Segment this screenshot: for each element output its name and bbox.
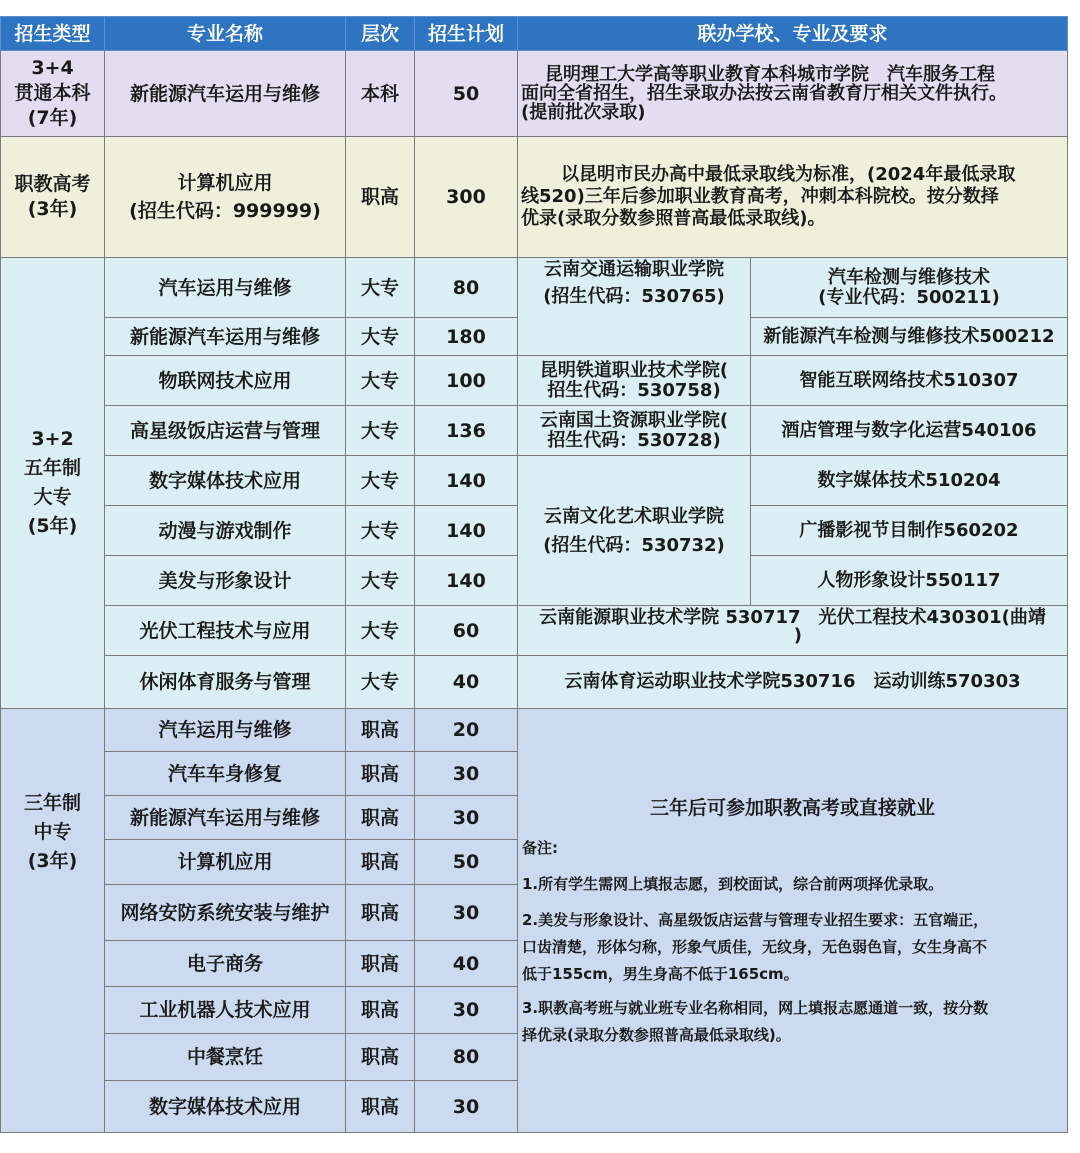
major-cell: 光伏工程技术与应用 xyxy=(105,606,346,656)
school-line: 招生代码：530758) xyxy=(547,379,721,401)
employment-headline: 三年后可参加职教高考或直接就业 xyxy=(650,797,936,819)
type-line: 3+4 xyxy=(31,57,74,79)
requirement-line: 面向全省招生，招生录取办法按云南省教育厅相关文件执行。 xyxy=(521,83,1007,104)
type-line: (3年) xyxy=(27,198,78,220)
major-cell: 动漫与游戏制作 xyxy=(105,506,346,556)
type-line: (5年) xyxy=(27,515,78,537)
requirement-line: 优录(录取分数参照普高最低录取线)。 xyxy=(521,208,826,229)
type-cell-vocational-exam xyxy=(1,137,105,258)
level-cell: 大专 xyxy=(346,656,415,709)
major-cell: 新能源汽车运用与维修 xyxy=(105,51,346,137)
type-line: 大专 xyxy=(33,486,72,508)
school-line: 云南能源职业技术学院 530717 光伏工程技术430301(曲靖 xyxy=(539,607,1046,628)
school-line: ) xyxy=(793,625,803,646)
level-cell: 大专 xyxy=(346,356,415,406)
type-line: (3年) xyxy=(27,850,78,872)
major-line: (招生代码：999999) xyxy=(129,200,321,222)
partner-spec-cell: 广播影视节目制作560202 xyxy=(751,506,1068,556)
header-type: 招生类型 xyxy=(1,17,105,51)
level-cell: 大专 xyxy=(346,506,415,556)
partner-school-cell xyxy=(518,406,751,456)
major-cell xyxy=(105,137,346,258)
partner-spec-cell: 酒店管理与数字化运营540106 xyxy=(751,406,1068,456)
major-cell: 工业机器人技术应用 xyxy=(105,987,346,1034)
table-row xyxy=(1,137,1068,258)
plan-cell: 100 xyxy=(415,356,518,406)
note-line: 2.美发与形象设计、高星级饭店运营与管理专业招生要求：五官端正， xyxy=(522,911,989,929)
level-cell: 职高 xyxy=(346,709,415,752)
major-cell: 高星级饭店运营与管理 xyxy=(105,406,346,456)
table-row xyxy=(1,606,1068,656)
partner-spec-cell: 智能互联网络技术510307 xyxy=(751,356,1068,406)
table-row xyxy=(1,709,1068,752)
major-cell: 数字媒体技术应用 xyxy=(105,456,346,506)
type-cell-3plus4 xyxy=(1,51,105,137)
partner-school-cell xyxy=(518,456,751,606)
note-line: 3.职教高考班与就业班专业名称相同，网上填报志愿通道一致，按分数 xyxy=(522,999,989,1017)
school-line: (招生代码：530765) xyxy=(543,286,725,307)
level-cell: 职高 xyxy=(346,885,415,941)
requirement-line: 线520)三年后参加职业教育高考，冲刺本科院校。按分数择 xyxy=(521,186,999,207)
table-row xyxy=(1,656,1068,709)
requirement-line: (提前批次录取) xyxy=(521,102,646,123)
header-partner: 联办学校、专业及要求 xyxy=(518,17,1068,51)
type-line: 五年制 xyxy=(23,457,81,479)
level-cell: 职高 xyxy=(346,752,415,796)
major-cell: 电子商务 xyxy=(105,941,346,987)
plan-cell: 40 xyxy=(415,941,518,987)
note-line: 口齿清楚，形体匀称，形象气质佳，无纹身，无色弱色盲，女生身高不 xyxy=(522,938,988,956)
table-row xyxy=(1,356,1068,406)
type-line: 职教高考 xyxy=(14,173,91,195)
major-cell: 新能源汽车运用与维修 xyxy=(105,796,346,840)
header-plan: 招生计划 xyxy=(415,17,518,51)
level-cell: 职高 xyxy=(346,1081,415,1133)
level-cell: 职高 xyxy=(346,987,415,1034)
requirement-cell xyxy=(518,137,1068,258)
school-line: 招生代码：530728) xyxy=(547,429,721,451)
plan-cell: 20 xyxy=(415,709,518,752)
partner-spec-cell: 新能源汽车检测与维修技术500212 xyxy=(751,318,1068,356)
major-cell: 汽车运用与维修 xyxy=(105,258,346,318)
level-cell: 本科 xyxy=(346,51,415,137)
spec-line: (专业代码：500211) xyxy=(818,286,1000,308)
plan-cell: 30 xyxy=(415,796,518,840)
plan-cell: 30 xyxy=(415,987,518,1034)
table-row xyxy=(1,51,1068,137)
plan-cell: 30 xyxy=(415,885,518,941)
plan-cell: 80 xyxy=(415,1034,518,1081)
level-cell: 职高 xyxy=(346,137,415,258)
level-cell: 职高 xyxy=(346,941,415,987)
plan-cell: 136 xyxy=(415,406,518,456)
major-cell: 汽车运用与维修 xyxy=(105,709,346,752)
type-line: 中专 xyxy=(33,821,72,843)
level-cell: 大专 xyxy=(346,556,415,606)
major-cell: 物联网技术应用 xyxy=(105,356,346,406)
school-line: 云南国土资源职业学院( xyxy=(539,409,729,431)
header-major: 专业名称 xyxy=(105,17,346,51)
notes-cell xyxy=(518,709,1068,1133)
level-cell: 大专 xyxy=(346,606,415,656)
school-line: 云南文化艺术职业学院 xyxy=(544,505,724,527)
partner-school-cell xyxy=(518,356,751,406)
major-cell: 网络安防系统安装与维护 xyxy=(105,885,346,941)
plan-cell: 300 xyxy=(415,137,518,258)
major-cell: 计算机应用 xyxy=(105,840,346,885)
requirement-line: 以昆明市民办高中最低录取线为标准，(2024年最低录取 xyxy=(561,164,1016,185)
table-row xyxy=(1,456,1068,506)
major-cell: 中餐烹饪 xyxy=(105,1034,346,1081)
spec-line: 汽车检测与维修技术 xyxy=(828,266,990,288)
type-line: 3+2 xyxy=(31,428,74,450)
type-line: (7年) xyxy=(27,107,78,129)
plan-cell: 80 xyxy=(415,258,518,318)
type-cell-three-year xyxy=(1,709,105,1133)
major-cell: 汽车车身修复 xyxy=(105,752,346,796)
admission-table-wrapper xyxy=(0,16,1067,1133)
school-line: 昆明铁道职业技术学院( xyxy=(539,359,729,381)
header-row xyxy=(1,17,1068,51)
note-line: 择优录(录取分数参照普高最低录取线)。 xyxy=(522,1026,791,1044)
partner-spec-cell xyxy=(751,258,1068,318)
plan-cell: 50 xyxy=(415,51,518,137)
plan-cell: 30 xyxy=(415,1081,518,1133)
plan-cell: 140 xyxy=(415,456,518,506)
admission-table xyxy=(0,16,1068,1133)
level-cell: 大专 xyxy=(346,456,415,506)
major-cell: 数字媒体技术应用 xyxy=(105,1081,346,1133)
school-line: 云南交通运输职业学院 xyxy=(544,259,724,280)
notes-title: 备注: xyxy=(522,839,558,857)
partner-school-cell xyxy=(518,258,751,356)
major-cell: 美发与形象设计 xyxy=(105,556,346,606)
table-row xyxy=(1,406,1068,456)
major-cell: 休闲体育服务与管理 xyxy=(105,656,346,709)
school-line: (招生代码：530732) xyxy=(543,534,725,556)
partner-school-cell: 云南体育运动职业技术学院530716 运动训练570303 xyxy=(518,656,1068,709)
type-line: 三年制 xyxy=(23,792,81,814)
plan-cell: 50 xyxy=(415,840,518,885)
major-cell: 新能源汽车运用与维修 xyxy=(105,318,346,356)
partner-school-cell xyxy=(518,606,1068,656)
note-line: 低于155cm，男生身高不低于165cm。 xyxy=(522,965,799,983)
level-cell: 大专 xyxy=(346,258,415,318)
partner-spec-cell: 数字媒体技术510204 xyxy=(751,456,1068,506)
plan-cell: 140 xyxy=(415,556,518,606)
note-line: 1.所有学生需网上填报志愿，到校面试，综合前两项择优录取。 xyxy=(522,875,944,893)
requirement-cell xyxy=(518,51,1068,137)
plan-cell: 60 xyxy=(415,606,518,656)
table-row xyxy=(1,258,1068,318)
requirement-line: 昆明理工大学高等职业教育本科城市学院 汽车服务工程 xyxy=(545,64,995,85)
type-line: 贯通本科 xyxy=(14,82,91,104)
level-cell: 大专 xyxy=(346,406,415,456)
header-level: 层次 xyxy=(346,17,415,51)
plan-cell: 30 xyxy=(415,752,518,796)
plan-cell: 40 xyxy=(415,656,518,709)
level-cell: 职高 xyxy=(346,796,415,840)
plan-cell: 180 xyxy=(415,318,518,356)
level-cell: 大专 xyxy=(346,318,415,356)
level-cell: 职高 xyxy=(346,1034,415,1081)
level-cell: 职高 xyxy=(346,840,415,885)
major-line: 计算机应用 xyxy=(177,172,273,194)
partner-spec-cell: 人物形象设计550117 xyxy=(751,556,1068,606)
type-cell-five-year xyxy=(1,258,105,709)
plan-cell: 140 xyxy=(415,506,518,556)
